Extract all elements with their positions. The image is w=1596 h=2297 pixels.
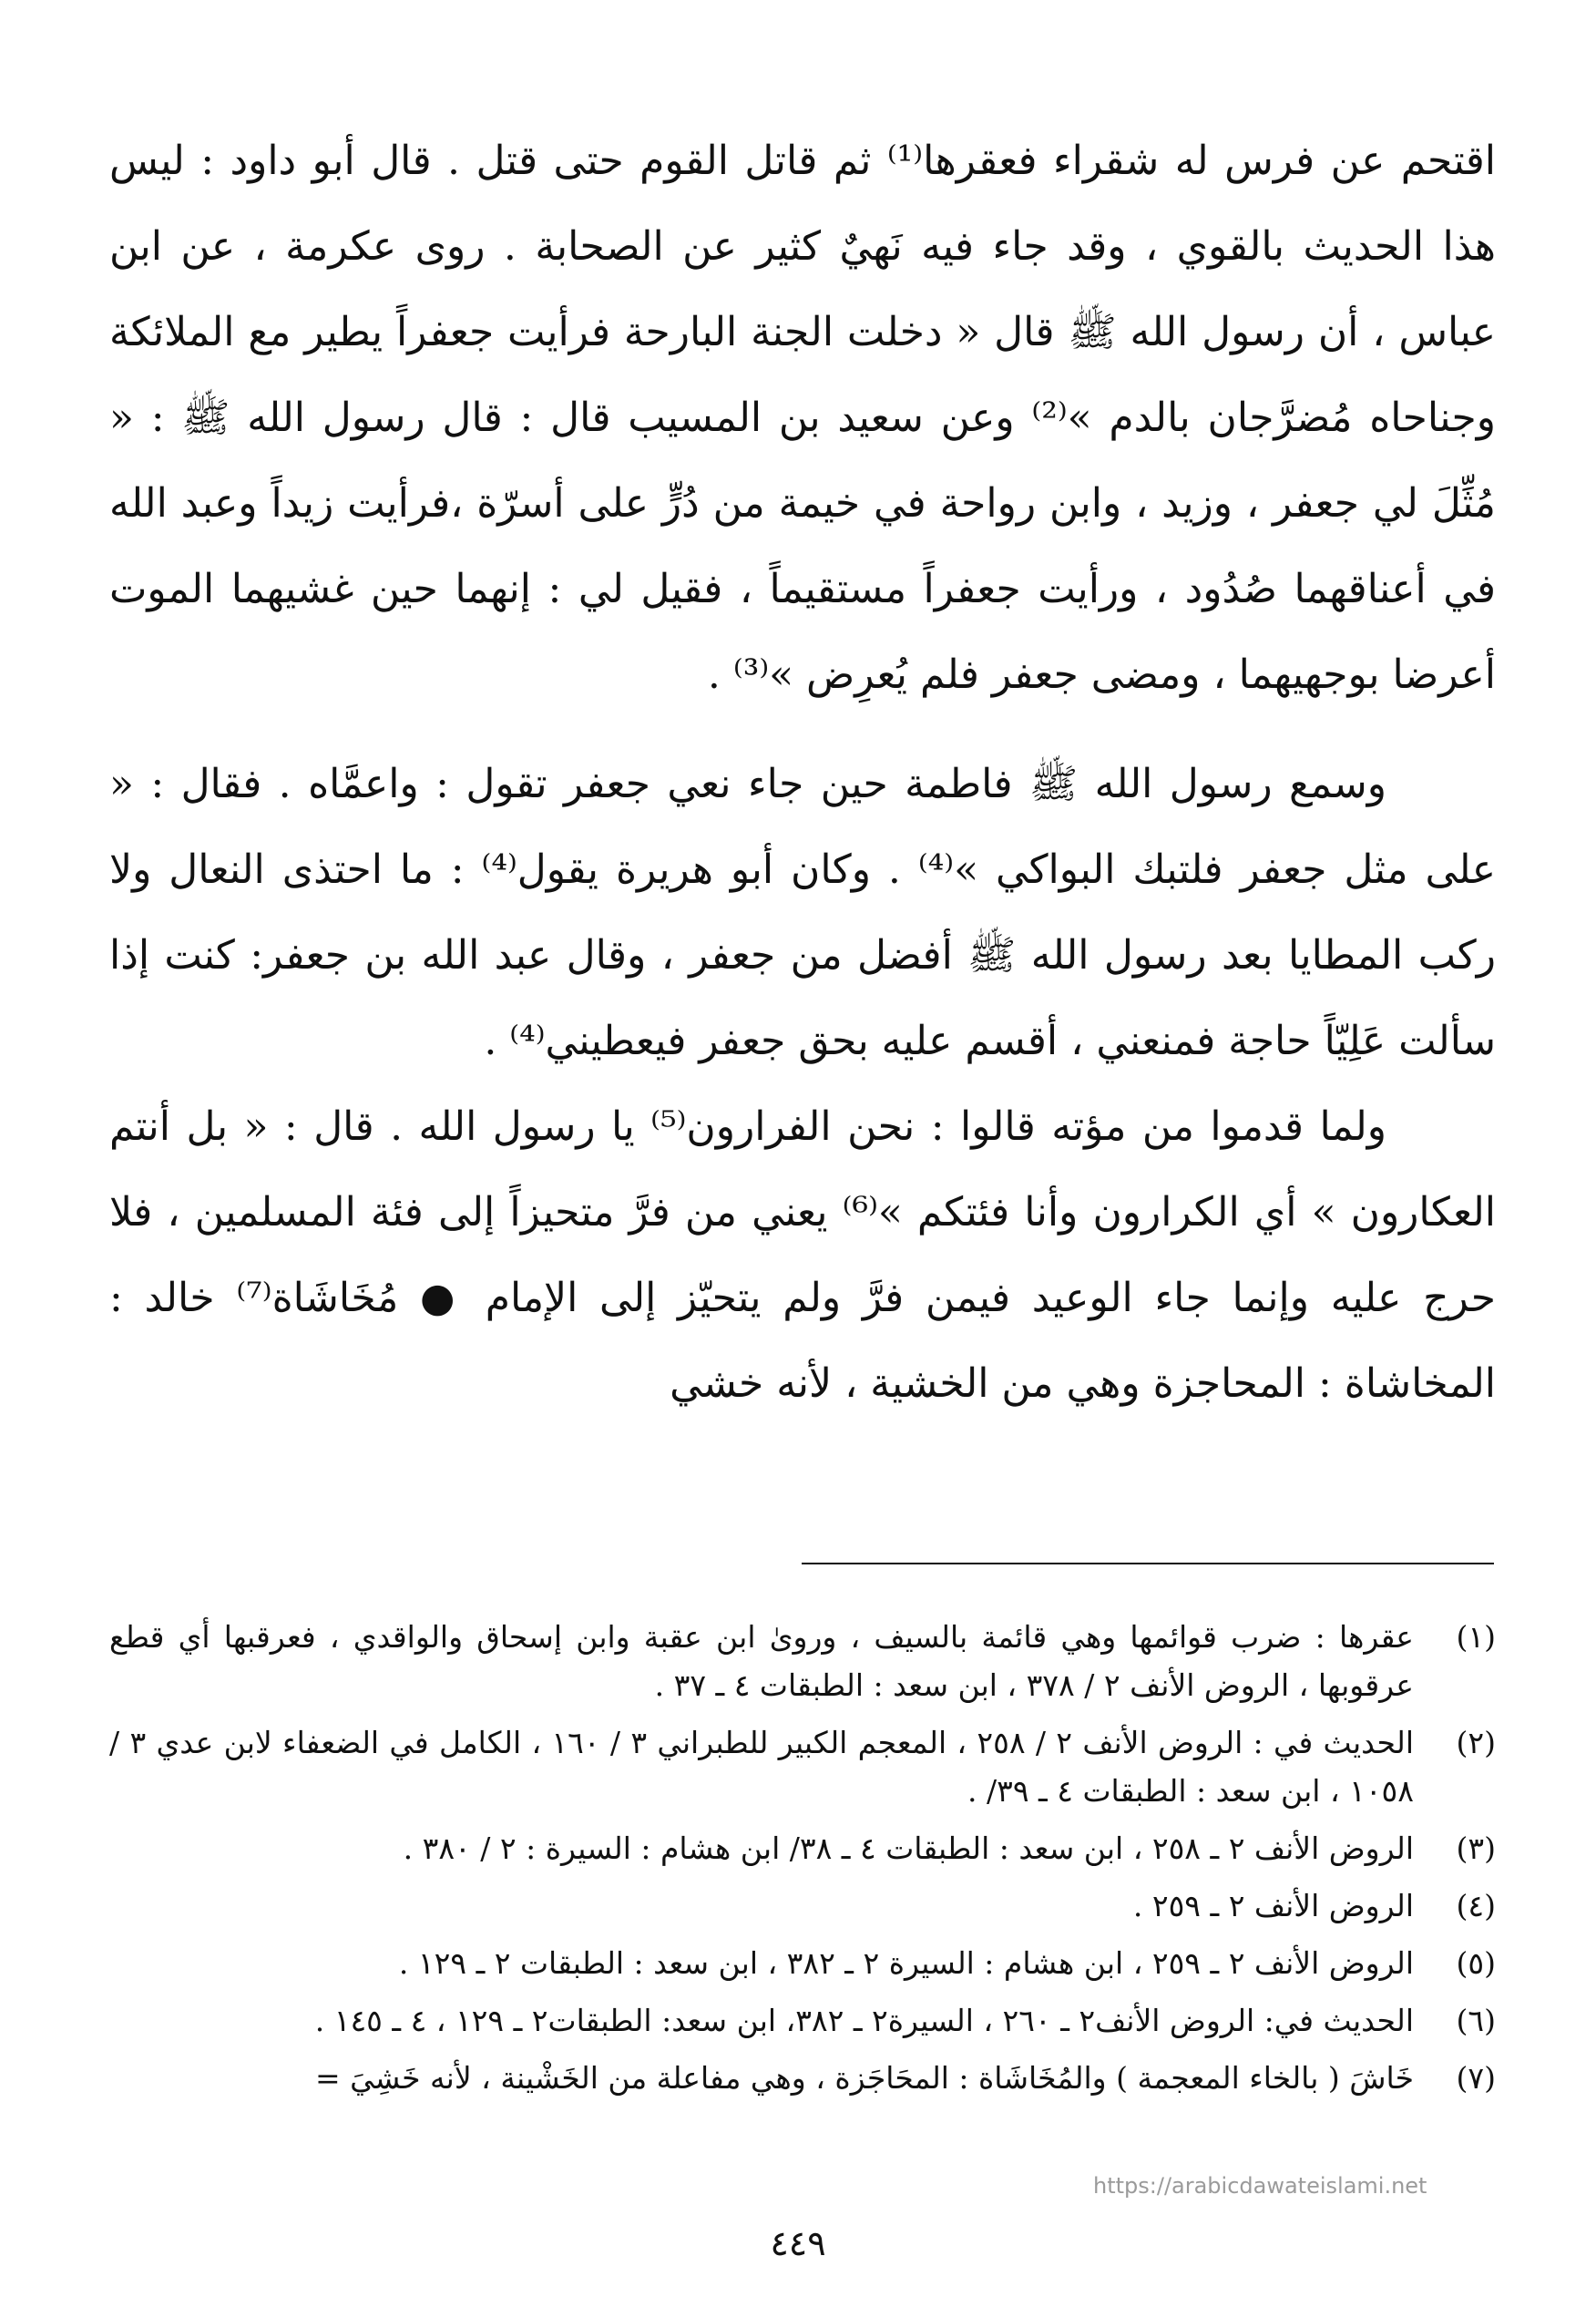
footnote-text: الحديث في : الروض الأنف ٢ / ٢٥٨ ، المعجم الكبير للطبراني ٣ / ١٦٠ ، الكامل في الضعفاء لابن عدي ٣ / ١٠٥٨ ، ابن سعد : الطبقات ٤ ـ ٣٩/ . (109, 1725, 1414, 1809)
watermark-url: https://arabicdawateislami.net (1093, 2173, 1427, 2199)
footnote-text: الروض الأنف ٢ ـ ٢٥٨ ، ابن سعد : الطبقات ٤ ـ ٣٨/ ابن هشام : السيرة : ٢ / ٣٨٠ . (403, 1830, 1414, 1866)
footnote-2 (109, 1718, 1496, 1815)
footnote-7 (109, 2054, 1496, 2102)
footnote-text: الروض الأنف ٢ ـ ٢٥٩ ، ابن هشام : السيرة ٢ ـ ٣٨٢ ، ابن سعد : الطبقات ٢ ـ ١٢٩ . (398, 1945, 1414, 1981)
footnote-separator (802, 1563, 1494, 1564)
footnote-number: (١) (1456, 1619, 1496, 1655)
footnotes (109, 1613, 1496, 2111)
footnote-text: عقرها : ضرب قوائمها وهي قائمة بالسيف ، وروىٰ ابن عقبة وابن إسحاق والواقدي ، فعرقبها أي قطع عرقوبها ، الروض الأنف ٢ / ٣٧٨ ، ابن سعد : الطبقات ٤ ـ ٣٧ . (109, 1619, 1414, 1703)
footnote-6 (109, 1996, 1496, 2045)
footnote-number: (٤) (1456, 1888, 1496, 1923)
footnote-4 (109, 1882, 1496, 1930)
paragraph-2: وسمع رسول الله ﷺ فاطمة حين جاء نعي جعفر تقول : واعمَّاه . فقال : « على مثل جعفر فلتبك البواكي »⁽⁴⁾ . وكان أبو هريرة يقول⁽⁴⁾ : ما احتذى النعال ولا ركب المطايا بعد رسول الله ﷺ أفضل من جعفر ، وقال عبد الله بن جعفر: كنت إذا سألت عَلِيّاً حاجة فمنعني ، أقسم عليه بحق جعفر فيعطيني⁽⁴⁾ . (109, 761, 1497, 1064)
footnote-text: خَاشَ ( بالخاء المعجمة ) والمُخَاشَاة : المحَاجَزة ، وهي مفاعلة من الخَشْينة ، لأنه خَشِيَ = (315, 2060, 1414, 2096)
footnote-number: (٣) (1456, 1830, 1496, 1866)
page-number: ٤٤٩ (770, 2223, 826, 2263)
footnote-number: (٧) (1456, 2060, 1496, 2096)
footnote-text: الحديث في: الروض الأنف٢ ـ ٢٦٠ ، السيرة٢ ـ ٣٨٢، ابن سعد: الطبقات٢ ـ ١٢٩ ، ٤ ـ ١٤٥ . (314, 2003, 1414, 2038)
footnote-text: الروض الأنف ٢ ـ ٢٥٩ . (1132, 1888, 1414, 1923)
footnote-1 (109, 1613, 1496, 1709)
footnote-3 (109, 1824, 1496, 1872)
footnote-number: (٢) (1456, 1725, 1496, 1760)
footnote-5 (109, 1939, 1496, 1987)
main-text (109, 118, 1496, 1427)
footnote-number: (٦) (1456, 2003, 1496, 2038)
paragraph-3: ولما قدموا من مؤته قالوا : نحن الفرارون⁽⁵⁾ يا رسول الله . قال : « بل أنتم العكارون » أي الكرارون وأنا فئتكم »⁽⁶⁾ يعني من فرَّ متحيزاً إلى فئة المسلمين ، فلا حرج عليه وإنما جاء الوعيد فيمن فرَّ ولم يتحيّز إلى الإمام ● مُخَاشَاة⁽⁷⁾ خالد : المخاشاة : المحاجزة وهي من الخشية ، لأنه خشي (109, 1103, 1496, 1407)
paragraph-1: اقتحم عن فرس له شقراء فعقرها⁽¹⁾ ثم قاتل القوم حتى قتل . قال أبو داود : ليس هذا الحديث بالقوي ، وقد جاء فيه نَهيٌ كثير عن الصحابة . روى عكرمة ، عن ابن عباس ، أن رسول الله ﷺ قال « دخلت الجنة البارحة فرأيت جعفراً يطير مع الملائكة وجناحاه مُضرَّجان بالدم »⁽²⁾ وعن سعيد بن المسيب قال : قال رسول الله ﷺ : « مُثِّلَ لي جعفر ، وزيد ، وابن رواحة في خيمة من دُرٍّ على أسرّة ،فرأيت زيداً وعبد الله في أعناقهما صُدُود ، ورأيت جعفراً مستقيماً ، فقيل لي : إنهما حين غشيهما الموت أعرضا بوجهيهما ، ومضى جعفر فلم يُعرِض »⁽³⁾ . (109, 138, 1496, 698)
footnote-number: (٥) (1456, 1945, 1496, 1981)
